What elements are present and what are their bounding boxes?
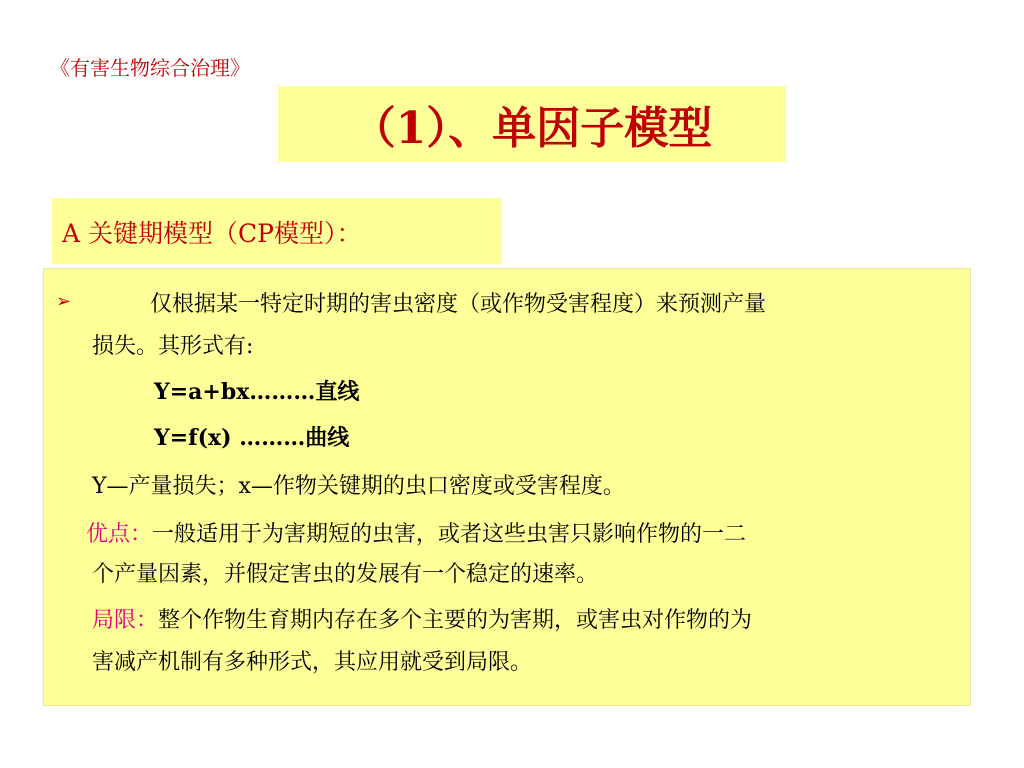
limitation-text-1: 整个作物生育期内存在多个主要的为害期，或害虫对作物的为 <box>158 608 753 633</box>
limitation-line-1 <box>92 603 752 634</box>
main-title: （1）、单因子模型 <box>351 103 713 154</box>
section-heading-box <box>52 198 502 264</box>
paragraph-line-1: 仅根据某一特定时期的害虫密度（或作物受害程度）来预测产量 <box>150 292 767 317</box>
main-title-box <box>278 86 786 162</box>
limitation-label: 局限： <box>92 608 159 633</box>
arrow-bullet-icon: ➢ <box>56 291 72 312</box>
limitation-line-2: 害减产机制有多种形式，其应用就受到局限。 <box>92 650 533 675</box>
content-box <box>43 268 971 706</box>
variable-definitions: Y—产量损失；x—作物关键期的虫口密度或受害程度。 <box>92 474 625 499</box>
section-heading: A 关键期模型（CP模型）： <box>62 219 362 248</box>
advantage-line-1 <box>86 517 746 548</box>
formula-curve: Y=f(x) ………曲线 <box>154 425 350 451</box>
advantage-line-2: 个产量因素，并假定害虫的发展有一个稳定的速率。 <box>92 562 599 587</box>
course-title: 《有害生物综合治理》 <box>50 56 250 80</box>
advantage-label: 优点： <box>86 522 153 547</box>
advantage-text-1: 一般适用于为害期短的虫害，或者这些虫害只影响作物的一二 <box>152 522 747 547</box>
formula-linear: Y=a+bx………直线 <box>154 379 360 405</box>
paragraph-line-2: 损失。其形式有: <box>92 334 254 359</box>
